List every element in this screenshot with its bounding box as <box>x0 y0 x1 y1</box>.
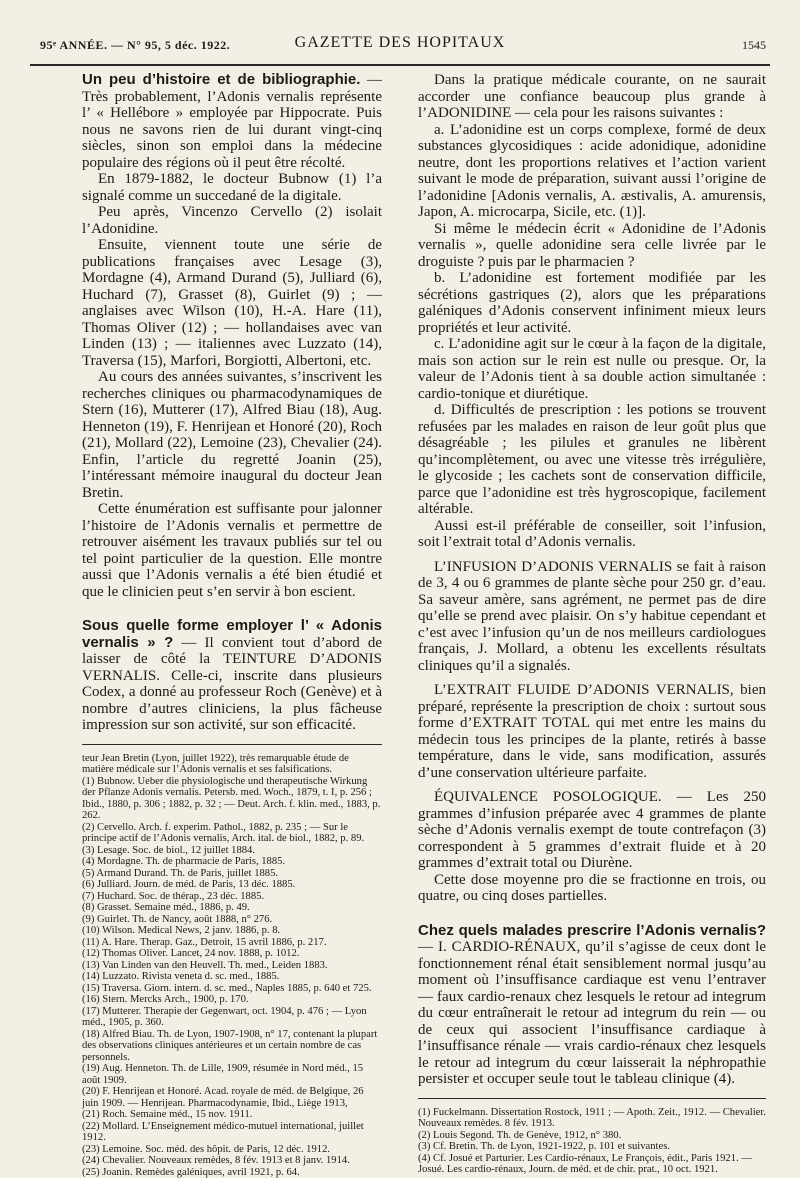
footnote: (10) Wilson. Medical News, 2 janv. 1886, p. 8. <box>82 925 382 937</box>
footnote: (3) Cf. Bretin. Th. de Lyon, 1921-1922, p. 101 et suivantes. <box>418 1141 766 1153</box>
paragraph: Aussi est-il préférable de conseiller, soit l’infusion, soit l’extrait total d’Adonis vernalis. <box>418 518 766 551</box>
footnote: (4) Cf. Josué et Parturier. Les Cardio-rénaux, Le François, édit., Paris 1921. — Josué. Les cardio-rénaux, Journ. de méd. et de chir. prat., 10 oct. 1921. <box>418 1153 766 1176</box>
page-header <box>30 30 770 66</box>
paragraph: En 1879-1882, le docteur Bubnow (1) l’a signalé comme un succedané de la digitale. <box>82 171 382 204</box>
footnote: (22) Mollard. L’Enseignement médico-mutuel international, juillet 1912. <box>82 1121 382 1144</box>
paragraph: L’INFUSION D’ADONIS VERNALIS se fait à raison de 3, 4 ou 6 grammes de plante sèche pour 250 gr. d’eau. Sa saveur amère, sans agrément, ne permet pas de dire qu’elle se prend avec plaisir. On s’y habitue cependant et c’est avec l’infusion qu’un de nos meilleurs cardiologues français, J. Mollard, a obtenu les excellents résultats cliniques qu’il a signalés. <box>418 559 766 675</box>
paragraph: Ensuite, viennent toute une série de publications françaises avec Lesage (3), Mordagne (4), Armand Durand (5), Julliard (6), Huchard (7), Grasset (8), Guirlet (9) ; — anglaises avec Wilson (10), H.-A. Hare (11), Thomas Oliver (12) ; — hollandaises avec van Linden (13) ; — italiennes avec Luzzato (14), Traversa (15), Marfori, Borgiotti, Albertoni, etc. <box>82 237 382 369</box>
footnote: (2) Louis Segond. Th. de Genève, 1912, n° 380. <box>418 1130 766 1142</box>
footnote: (24) Chevalier. Nouveaux remèdes, 8 fév. 1913 et 8 janv. 1914. <box>82 1155 382 1167</box>
footnote: (3) Lesage. Soc. de biol., 12 juillet 1884. <box>82 845 382 857</box>
paragraph: L’EXTRAIT FLUIDE D’ADONIS VERNALIS, bien préparé, représente la prescription de choix : surtout sous forme d’EXTRAIT TOTAL qui met entre les mains du médecin tous les principes de la plante, retirés à basse température, dans le vide, sans modification, assurés d’une conservation ultérieure parfaite. <box>418 682 766 781</box>
issue-info: 95ᵉ ANNÉE. — N° 95, 5 déc. 1922. <box>40 38 230 53</box>
paragraph: Cette dose moyenne pro die se fractionne en trois, ou quatre, ou cinq doses partielles. <box>418 872 766 905</box>
footnote-divider <box>82 744 382 745</box>
paragraph: Au cours des années suivantes, s’inscrivent les recherches cliniques ou pharmacodynamiques de Stern (16), Mutterer (17), Alfred Biau (18), Aug. Henneton (19), F. Henrijean et Honoré (20), Roch (21), Mollard (22), Lemoine (23), Chevalier (24). Enfin, l’article du regretté Joanin (25), l’intéressant mémoire inaugural du docteur Jean Bretin. <box>82 369 382 501</box>
paragraph: b. L’adonidine est fortement modifiée par les sécrétions gastriques (2), alors que les préparations galéniques d’Adonis conservent infiniment mieux leurs propriétés et leur activité. <box>418 270 766 336</box>
section-title-patients: Chez quels malades prescrire l’Adonis vernalis? <box>418 922 766 939</box>
footnote: (19) Aug. Henneton. Th. de Lille, 1909, résumée in Nord méd., 15 août 1909. <box>82 1063 382 1086</box>
paragraph: Peu après, Vincenzo Cervello (2) isolait l’Adonidine. <box>82 204 382 237</box>
footnotes-left <box>82 753 382 1178</box>
paragraph: d. Difficultés de prescription : les potions se trouvent refusées par les malades en raison de leur goût plus que désagréable ; les pilules et granules ne libèrent qu’incomplètement, ou avec une vitesse très irrégulière, le glycoside ; les cachets sont de conservation difficile, parce que l’adonidine est très hygroscopique, facilement altérable. <box>418 402 766 518</box>
footnote-divider <box>418 1098 766 1099</box>
journal-title: GAZETTE DES HOPITAUX <box>30 34 770 52</box>
section-title-form: Sous quelle forme employer l’ « Adonis vernalis » ? <box>82 617 382 651</box>
footnote: (4) Mordagne. Th. de pharmacie de Paris, 1885. <box>82 856 382 868</box>
paragraph: c. L’adonidine agit sur le cœur à la façon de la digitale, mais son action sur le rein est nulle ou presque. Or, la valeur de l’Adonis tient à sa double action simultanée : cardio-tonique et diurétique. <box>418 336 766 402</box>
footnote: (15) Traversa. Giorn. intern. d. sc. med., Naples 1885, p. 640 et 725. <box>82 983 382 995</box>
footnote: (1) Bubnow. Ueber die physiologische und therapeutische Wirkung der Pflanze Adonis vernalis. Petersb. med. Woch., 1879, t. I, p. 256 ; Ibid., 1880, p. 306 ; 1882, p. 32 ; — Deut. Arch. f. klin. med., 1883, p. 262. <box>82 776 382 822</box>
paragraph: Cette énumération est suffisante pour jalonner l’histoire de l’Adonis vernalis et permettre de retrouver aisément les travaux publiés sur tel ou tel point particulier de la question. Elle montre aussi que l’Adonis vernalis a été bien étudié et que le clinicien peut s’en servir à bon escient. <box>82 501 382 600</box>
footnote: (13) Van Linden van den Heuvell. Th. med., Leiden 1883. <box>82 960 382 972</box>
footnote: (11) A. Hare. Therap. Gaz., Detroit, 15 avril 1886, p. 217. <box>82 937 382 949</box>
footnote: (9) Guirlet. Th. de Nancy, août 1888, n° 276. <box>82 914 382 926</box>
section-title-history: Un peu d’histoire et de bibliographie. <box>82 71 360 88</box>
footnote: (25) Joanin. Remèdes galéniques, avril 1921, p. 64. <box>82 1167 382 1178</box>
footnote: (20) F. Henrijean et Honoré. Acad. royale de méd. de Belgique, 26 juin 1909. — Henrijean. Pharmacodynamie, Ibid., Liège 1913, <box>82 1086 382 1109</box>
paragraph: ÉQUIVALENCE POSOLOGIQUE. — Les 250 grammes d’infusion préparée avec 4 grammes de plante sèche d’Adonis vernalis exempt de toute contrefaçon (3) correspondent à 5 grammes d’extrait fluide et à 20 grammes d’extrait total ou Diurène. <box>418 789 766 872</box>
footnote: (14) Luzzato. Rivista veneta d. sc. med., 1885. <box>82 971 382 983</box>
footnote: (23) Lemoine. Soc. méd. des hôpit. de Paris, 12 déc. 1912. <box>82 1144 382 1156</box>
footnote: teur Jean Bretin (Lyon, juillet 1922), très remarquable étude de matière médicale sur l’Adonis vernalis et ses falsifications. <box>82 753 382 776</box>
footnote: (17) Mutterer. Therapie der Gegenwart, oct. 1904, p. 476 ; — Lyon méd., 1905, p. 360. <box>82 1006 382 1029</box>
page-number: 1545 <box>742 38 766 53</box>
footnote: (8) Grasset. Semaine méd., 1886, p. 49. <box>82 902 382 914</box>
footnote: (1) Fuckelmann. Dissertation Rostock, 1911 ; — Apoth. Zeit., 1912. — Chevalier. Nouveaux remèdes. 8 fév. 1913. <box>418 1107 766 1130</box>
footnote: (16) Stern. Mercks Arch., 1900, p. 170. <box>82 994 382 1006</box>
footnote: (12) Thomas Oliver. Lancet, 24 nov. 1888, p. 1012. <box>82 948 382 960</box>
left-column: Un peu d’histoire et de bibliographie. — Très probablement, l’Adonis vernalis représente l’ « Hellébore » employée par Hippocrate. Puis nous ne savons rien de lui durant vingt-cinq siècles, sinon son emploi dans la médecine populaire des régions où il peut être récolté. En 1879-1882, le docteur Bubnow (1) l’a signalé comme un succedané de la digitale. Peu après, Vincenzo Cervello (2) isolait l’Adonidine. Ensuite, viennent toute une série de publications françaises avec Lesage (3), Mordagne (4), Armand Durand (5), Julliard (6), Huchard (7), Grasset (8), Guirlet (9) ; — anglaises avec Wilson (10), H.-A. Hare (11), Thomas Oliver (12) ; — hollandaises avec van Linden (13) ; — italiennes avec Luzzato (14), Traversa (15), Marfori, Borgiotti, Albertoni, etc. Au cours des années suivantes, s’inscrivent les recherches cliniques ou pharmacodynamiques de Stern (16), Mutterer (17), Alfred Biau (18), Aug. Henneton (19), F. Henrijean et Honoré (20), Roch (21), Mollard (22), Lemoine (23), Chevalier (24). Enfin, l’article du regretté Joanin (25), l’intéressant mémoire inaugural du docteur Jean Bretin. Cette énumération est suffisante pour jalonner l’histoire de l’Adonis vernalis et permettre de retrouver aisément les travaux publiés sur tel ou tel point particulier de la question. Elle montre aussi que l’Adonis vernalis a été bien étudié et que le clinicien peut s’en servir à bon escient. Sous quelle forme employer l’ « Adonis vernalis » ? — Il convient tout d’abord de laisser de côté la TEINTURE D’ADONIS VERNALIS. Celle-ci, inscrite dans plusieurs Codex, a donné au professeur Roch (Genève) et à nombre d’autres cliniciens, la plus fâcheuse impression sur son activité, sur son efficacité. teur Jean Bretin (Lyon, juillet 1922), très remarquable étude de matière médicale sur l’Adonis vernalis et ses falsifications. (1) Bubnow. Ueber die physiologische und therapeutische Wirkung der Pflanze Adonis vernalis. Petersb. med. Woch., 1879, t. I, p. 256 ; Ibid., 1880, p. 306 ; 1882, p. 32 ; — Deut. Arch. f. klin. med., 1883, p. 262. (2) Cervello. Arch. f. experim. Pathol., 1882, p. 235 ; — Sur le principe actif de l’Adonis vernalis, Arch. ital. de biol., 1882, p. 89. (3) Lesage. Soc. de biol., 12 juillet 1884. (4) Mordagne. Th. de pharmacie de Paris, 1885. (5) Armand Durand. Th. de Paris, juillet 1885. (6) Julliard. Journ. de méd. de Paris, 13 déc. 1885. (7) Huchard. Soc. de thérap., 23 déc. 1885. (8) Grasset. Semaine méd., 1886, p. 49. (9) Guirlet. Th. de Nancy, août 1888, n° 276. (10) Wilson. Medical News, 2 janv. 1886, p. 8. (11) A. Hare. Therap. Gaz., Detroit, 15 avril 1886, p. 217. (12) Thomas Oliver. Lancet, 24 nov. 1888, p. 1012. (13) Van Linden van den Heuvell. Th. med., Leiden 1883. (14) Luzzato. Rivista veneta d. sc. med., 1885. (15) Traversa. Giorn. intern. d. sc. med., Naples 1885, p. 640 et 725. (16) Stern. Mercks Arch., 1900, p. 170. (17) Mutterer. Therapie der Gegenwart, oct. 1904, p. 476 ; — Lyon méd., 1905, p. 360. (18) Alfred Biau. Th. de Lyon, 1907-1908, n° 17, contenant la plupart des observations cliniques antérieures et un certain nombre de cas personnels. (19) Aug. Henneton. Th. de Lille, 1909, résumée in Nord méd., 15 août 1909. (20) F. Henrijean et Honoré. Acad. royale de méd. de Belgique, 26 juin 1909. — Henrijean. Pharmacodynamie, Ibid., Liège 1913, (21) Roch. Semaine méd., 15 nov. 1911. (22) Mollard. L’Enseignement médico-mutuel international, juillet 1912. (23) Lemoine. Soc. méd. des hôpit. de Paris, 12 déc. 1912. (24) Chevalier. Nouveaux remèdes, 8 fév. 1913 et 8 janv. 1914. (25) Joanin. Remèdes galéniques, avril 1921, p. 64. <box>82 72 382 1178</box>
footnote: (5) Armand Durand. Th. de Paris, juillet 1885. <box>82 868 382 880</box>
footnotes-right <box>418 1107 766 1176</box>
footnote: (6) Julliard. Journ. de méd. de Paris, 13 déc. 1885. <box>82 879 382 891</box>
footnote: (18) Alfred Biau. Th. de Lyon, 1907-1908, n° 17, contenant la plupart des observations cliniques antérieures et un certain nombre de cas personnels. <box>82 1029 382 1064</box>
footnote: (21) Roch. Semaine méd., 15 nov. 1911. <box>82 1109 382 1121</box>
paragraph: Dans la pratique médicale courante, on ne saurait accorder une confiance beaucoup plus grande à l’ADONIDINE — cela pour les raisons suivantes : <box>418 72 766 122</box>
paragraph: a. L’adonidine est un corps complexe, formé de deux substances glycosidiques : acide adonidique, adonidine neutre, dont les proportions relatives et l’action varient suivant le mode de préparation, suivant aussi l’origine de l’adonidine [Adonis vernalis, A. æstivalis, A. amurensis, Japon, A. microcarpa, Sicile, etc. (1)]. <box>418 122 766 221</box>
paragraph: Si même le médecin écrit « Adonidine de l’Adonis vernalis », quelle adonidine sera celle livrée par le droguiste ? puis par le pharmacien ? <box>418 221 766 271</box>
footnote: (2) Cervello. Arch. f. experim. Pathol., 1882, p. 235 ; — Sur le principe actif de l’Adonis vernalis, Arch. ital. de biol., 1882, p. 89. <box>82 822 382 845</box>
right-column: Dans la pratique médicale courante, on ne saurait accorder une confiance beaucoup plus grande à l’ADONIDINE — cela pour les raisons suivantes : a. L’adonidine est un corps complexe, formé de deux substances glycosidiques : acide adonidique, adonidine neutre, dont les proportions relatives et l’action varient suivant le mode de préparation, suivant aussi l’origine de l’adonidine [Adonis vernalis, A. æstivalis, A. amurensis, Japon, A. microcarpa, Sicile, etc. (1)]. Si même le médecin écrit « Adonidine de l’Adonis vernalis », quelle adonidine sera celle livrée par le droguiste ? puis par le pharmacien ? b. L’adonidine est fortement modifiée par les sécrétions gastriques (2), alors que les préparations galéniques d’Adonis conservent infiniment mieux leurs propriétés et leur activité. c. L’adonidine agit sur le cœur à la façon de la digitale, mais son action sur le rein est nulle ou presque. Or, la valeur de l’Adonis tient à sa double action simultanée : cardio-tonique et diurétique. d. Difficultés de prescription : les potions se trouvent refusées par les malades en raison de leur goût plus que désagréable ; les pilules et granules ne libèrent qu’incomplètement, ou avec une vitesse très irrégulière, le glycoside ; les cachets sont de conservation difficile, parce que l’adonidine est très hygroscopique, facilement altérable. Aussi est-il préférable de conseiller, soit l’infusion, soit l’extrait total d’Adonis vernalis. L’INFUSION D’ADONIS VERNALIS se fait à raison de 3, 4 ou 6 grammes de plante sèche pour 250 gr. d’eau. Sa saveur amère, sans agrément, ne permet pas de dire qu’elle se prend avec plaisir. On s’y habitue cependant et c’est avec l’infusion qu’un de nos meilleurs cardiologues français, J. Mollard, a obtenu les excellents résultats cliniques qu’il a signalés. L’EXTRAIT FLUIDE D’ADONIS VERNALIS, bien préparé, représente la prescription de choix : surtout sous forme d’EXTRAIT TOTAL qui met entre les mains du médecin tous les principes de la plante, retirés à basse température, dans le vide, sans modification, assurés d’une conservation ultérieure parfaite. ÉQUIVALENCE POSOLOGIQUE. — Les 250 grammes d’infusion préparée avec 4 grammes de plante sèche d’Adonis vernalis exempt de toute contrefaçon (3) correspondent à 5 grammes d’extrait fluide et à 20 grammes d’extrait total ou Diurène. Cette dose moyenne pro die se fractionne en trois, ou quatre, ou cinq doses partielles. Chez quels malades prescrire l’Adonis vernalis? — I. CARDIO-RÉNAUX, qu’il s’agisse de ceux dont le fonctionnement rénal était sensiblement normal jusqu’au moment où l’insuffisance cardiaque est venu l’entraver — faux cardio-renaux chez lesquels le retour ad integrum du cœur entraînerait le retour ad integrum du rein — ou de ceux qui associent l’insuffisance cardiaque à l’insuffisance rénale — vrais cardio-rénaux chez lesquels le retour ad integrum du cœur laisserait la néphropathie persister et occuper seule tout le tableau clinique (4). (1) Fuckelmann. Dissertation Rostock, 1911 ; — Apoth. Zeit., 1912. — Chevalier. Nouveaux remèdes. 8 fév. 1913. (2) Louis Segond. Th. de Genève, 1912, n° 380. (3) Cf. Bretin. Th. de Lyon, 1921-1922, p. 101 et suivantes. (4) Cf. Josué et Parturier. Les Cardio-rénaux, Le François, édit., Paris 1921. — Josué. Les cardio-rénaux, Journ. de méd. et de chir. prat., 10 oct. 1921. <box>418 72 766 1176</box>
footnote: (7) Huchard. Soc. de thérap., 23 déc. 1885. <box>82 891 382 903</box>
